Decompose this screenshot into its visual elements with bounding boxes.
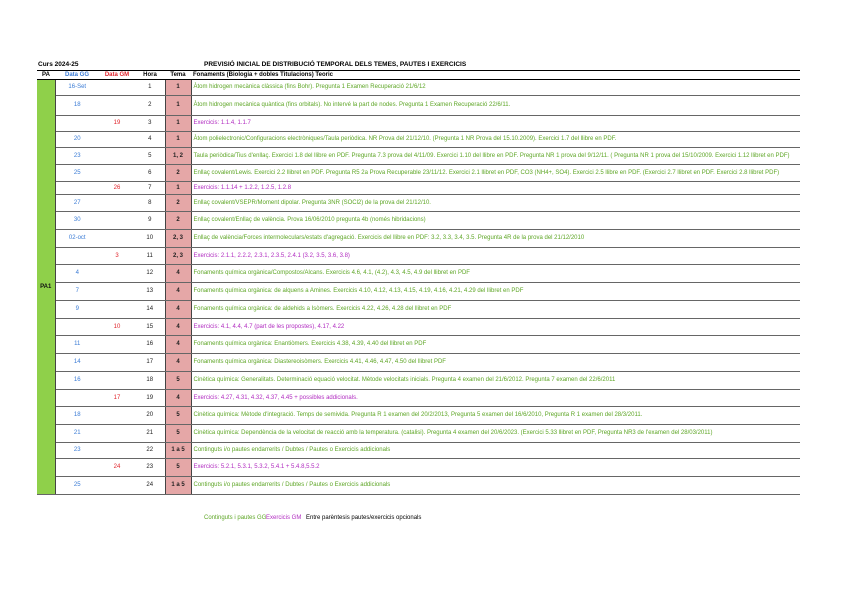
date-gm-cell (99, 425, 135, 443)
tema-cell: 1 (165, 80, 191, 96)
hora-cell: 6 (135, 165, 165, 182)
tema-cell: 4 (165, 301, 191, 319)
date-gm-cell (99, 354, 135, 372)
pa-cell: PA1 (37, 80, 55, 495)
tema-cell: 1, 2 (165, 148, 191, 165)
tema-cell: 4 (165, 390, 191, 407)
tema-cell: 1 (165, 116, 191, 132)
date-gm-cell (99, 195, 135, 212)
theme-cell: Enllaç de valència/Forces intermoleculars/estats d'agregació. Exercicis del llibre en PDF: 3.2, 3.3, 3.4, 3.5. Pregunta 4R de la prova del 21/12/2010 (191, 230, 800, 248)
theme-cell: Exercicis: 2.1.1, 2.2.2, 2.3.1, 2.3.5, 2.4.1 (3.2, 3.5, 3.6, 3.8) (191, 248, 800, 265)
date-gg-cell: 7 (55, 283, 99, 301)
theme-cell: Exercicis: 4.1, 4.4, 4.7 (part de les propostes), 4.17, 4.22 (191, 319, 800, 336)
hora-cell: 7 (135, 182, 165, 195)
hora-cell: 9 (135, 212, 165, 230)
hora-cell: 14 (135, 301, 165, 319)
date-gm-cell (99, 477, 135, 495)
table-row (37, 212, 800, 230)
tema-cell: 5 (165, 407, 191, 425)
tema-cell: 2 (165, 195, 191, 212)
hora-cell: 23 (135, 459, 165, 477)
table-row (37, 230, 800, 248)
date-gm-cell: 17 (99, 390, 135, 407)
hora-cell: 16 (135, 336, 165, 354)
tema-cell: 5 (165, 425, 191, 443)
tema-cell: 2, 3 (165, 248, 191, 265)
date-gg-cell: 18 (55, 407, 99, 425)
date-gm-cell (99, 148, 135, 165)
date-gm-cell: 26 (99, 182, 135, 195)
date-gg-cell: 11 (55, 336, 99, 354)
tema-cell: 2 (165, 212, 191, 230)
table-row (37, 301, 800, 319)
theme-cell: Fonaments química orgànica: de aldehids a Isòmers. Exercicis 4.22, 4.26, 4.28 del llibret en PDF (191, 301, 800, 319)
date-gg-cell (55, 319, 99, 336)
date-gm-cell (99, 230, 135, 248)
theme-cell: Fonaments química orgànica/Compostos/Alcans. Exercicis 4.6, 4.1, (4.2), 4.3, 4.5, 4.9 del llibret en PDF (191, 265, 800, 283)
tema-cell: 4 (165, 354, 191, 372)
col-header-date-gg: Data GG (55, 71, 99, 80)
theme-cell: Àtom hidrogen mecànica clàssica (fins Bohr). Pregunta 1 Examen Recuperació 21/6/12 (191, 80, 800, 96)
hora-cell: 22 (135, 443, 165, 459)
date-gg-cell: 02-oct (55, 230, 99, 248)
theme-cell: Cinètica química: Dependència de la velocitat de reacció amb la temperatura. (catalisi). Pregunta 4 examen del 20/6/2023. (Exercici 5.33 llibret en PDF, Pregunta NR3 de l'examen del 28/03/2011) (191, 425, 800, 443)
theme-cell: Continguts i/o pautes endarrerits / Dubtes / Pautes o Exercicis addicionals (191, 477, 800, 495)
col-header-hora: Hora (135, 71, 165, 80)
hora-cell: 20 (135, 407, 165, 425)
date-gg-cell: 27 (55, 195, 99, 212)
hora-cell: 13 (135, 283, 165, 301)
date-gg-cell: 20 (55, 132, 99, 148)
table-row (37, 336, 800, 354)
table-row (37, 443, 800, 459)
tema-cell: 1 (165, 182, 191, 195)
hora-cell: 1 (135, 80, 165, 96)
col-header-date-gm: Data GM (99, 71, 135, 80)
theme-cell: Fonaments química orgànica: de alquens a Amines. Exercicis 4.10, 4.12, 4.13, 4.15, 4.19, 4.16, 4.21, 4.29 del llibret en PDF (191, 283, 800, 301)
date-gm-cell (99, 212, 135, 230)
date-gm-cell (99, 301, 135, 319)
tema-cell: 2, 3 (165, 230, 191, 248)
date-gm-cell (99, 443, 135, 459)
theme-cell: Enllaç covalent/VSEPR/Moment dipolar. Pregunta 3NR (SOCl2) de la prova del 21/12/10. (191, 195, 800, 212)
date-gg-cell: 18 (55, 96, 99, 116)
table-body (37, 80, 800, 495)
schedule-table (37, 70, 800, 495)
date-gm-cell (99, 165, 135, 182)
tema-cell: 1 a 5 (165, 477, 191, 495)
date-gg-cell: 21 (55, 425, 99, 443)
tema-cell: 4 (165, 336, 191, 354)
table-row (37, 477, 800, 495)
table-row (37, 354, 800, 372)
course-label: Curs 2024-25 (38, 61, 79, 68)
hora-cell: 2 (135, 96, 165, 116)
table-row (37, 165, 800, 182)
date-gg-cell (55, 390, 99, 407)
date-gm-cell (99, 80, 135, 96)
col-header-pa: PA (37, 71, 55, 80)
theme-cell: Enllaç covalent/Enllaç de valència. Prova 16/06/2010 pregunta 4b (només hibridacions) (191, 212, 800, 230)
date-gg-cell: 16-Set (55, 80, 99, 96)
date-gg-cell (55, 116, 99, 132)
tema-cell: 5 (165, 372, 191, 390)
theme-cell: Cinètica química: Mètode d'integració. Temps de semivida. Pregunta R 1 examen del 20/2/2013, Pregunta 5 examen del 16/6/2010, Pregunta R 1 examen del 28/3/2011. (191, 407, 800, 425)
date-gg-cell (55, 248, 99, 265)
table-row (37, 80, 800, 96)
hora-cell: 3 (135, 116, 165, 132)
date-gg-cell: 25 (55, 477, 99, 495)
table-row (37, 319, 800, 336)
tema-cell: 5 (165, 459, 191, 477)
hora-cell: 18 (135, 372, 165, 390)
date-gg-cell: 23 (55, 443, 99, 459)
theme-cell: Continguts i/o pautes endarrerits / Dubtes / Pautes o Exercicis addicionals (191, 443, 800, 459)
table-row (37, 132, 800, 148)
hora-cell: 21 (135, 425, 165, 443)
theme-cell: Àtom polielectronic/Configuracions electròniques/Taula periòdica. NR Prova del 21/12/10. (Pregunta 1 NR Prova del 15.10.2009). Exercici 1.7 del llibre en PDF. (191, 132, 800, 148)
tema-cell: 1 (165, 132, 191, 148)
legend-gm: Exercicis GM (266, 515, 302, 521)
date-gm-cell (99, 265, 135, 283)
date-gm-cell (99, 407, 135, 425)
col-header-theme: Fonaments (Biologia + dobles Titulacions) Teoric (191, 71, 800, 80)
date-gm-cell (99, 372, 135, 390)
tema-cell: 4 (165, 319, 191, 336)
date-gg-cell: 25 (55, 165, 99, 182)
date-gm-cell: 3 (99, 248, 135, 265)
date-gm-cell (99, 336, 135, 354)
date-gg-cell: 9 (55, 301, 99, 319)
date-gm-cell: 10 (99, 319, 135, 336)
theme-cell: Enllaç covalent/Lewis. Exercici 2.2 llibret en PDF. Pregunta R5 2a Prova Recuperable 23/11/12. Exercici 2.1 llibret en PDF, CO3 (NH4+, SO4). Exercici 2.5 llibre en PDF. (Exercici 2.7 llibret en PDF. Exercici 2.8 llibret PDF) (191, 165, 800, 182)
table-row (37, 116, 800, 132)
hora-cell: 15 (135, 319, 165, 336)
theme-cell: Taula periòdica/Tius d'enllaç. Exercici 1.8 del llibre en PDF. Pregunta 7.3 prova del 4/11/09. Exercici 1.10 del llibre en PDF. Pregunta NR 1 prova del 9/12/11. ( Pregunta NR 1 prova del 15/10/2009. Exercici 1.12 llibret en PDF) (191, 148, 800, 165)
theme-cell: Exercicis: 5.2.1, 5.3.1, 5.3.2, 5.4.1 + 5.4.8,5.5.2 (191, 459, 800, 477)
tema-cell: 4 (165, 265, 191, 283)
legend-gg: Continguts i pautes GG (204, 515, 267, 521)
theme-cell: Exercicis: 1.1.4, 1.1.7 (191, 116, 800, 132)
tema-cell: 2 (165, 165, 191, 182)
hora-cell: 12 (135, 265, 165, 283)
theme-cell: Fonaments química orgànica: Enantiòmers. Exercicis 4.38, 4.39, 4.40 del llibret en PDF (191, 336, 800, 354)
date-gg-cell: 14 (55, 354, 99, 372)
table-header (37, 71, 800, 80)
tema-cell: 1 (165, 96, 191, 116)
table-row (37, 248, 800, 265)
hora-cell: 10 (135, 230, 165, 248)
date-gg-cell: 4 (55, 265, 99, 283)
tema-cell: 1 a 5 (165, 443, 191, 459)
date-gg-cell (55, 459, 99, 477)
date-gm-cell: 24 (99, 459, 135, 477)
hora-cell: 17 (135, 354, 165, 372)
hora-cell: 11 (135, 248, 165, 265)
theme-cell: Àtom hidrogen mecànica quàntica (fins orbitals). No intervé la part de nodes. Pregunta 1 Examen Recuperació 22/6/11. (191, 96, 800, 116)
hora-cell: 5 (135, 148, 165, 165)
theme-cell: Cinètica química: Generalitats. Determinació equació velocitat. Mètode velocitats inicials. Pregunta 4 examen del 21/6/2012. Pregunta 7 examen del 22/6/2011 (191, 372, 800, 390)
date-gm-cell: 19 (99, 116, 135, 132)
date-gm-cell (99, 132, 135, 148)
date-gg-cell: 16 (55, 372, 99, 390)
col-header-tema: Tema (165, 71, 191, 80)
table-row (37, 283, 800, 301)
legend-optional: Entre parèntesis pautes/exercicis opcionals (306, 515, 422, 521)
hora-cell: 24 (135, 477, 165, 495)
date-gm-cell (99, 283, 135, 301)
theme-cell: Exercicis: 4.27, 4.31, 4.32, 4.37, 4.45 + possibles addicionals. (191, 390, 800, 407)
table-row (37, 265, 800, 283)
hora-cell: 19 (135, 390, 165, 407)
date-gg-cell: 30 (55, 212, 99, 230)
table-row (37, 407, 800, 425)
document-title: PREVISIÓ INICIAL DE DISTRIBUCIÓ TEMPORAL DELS TEMES, PAUTES I EXERCICIS (204, 61, 467, 68)
date-gm-cell (99, 96, 135, 116)
table-row (37, 195, 800, 212)
table-row (37, 96, 800, 116)
table-row (37, 182, 800, 195)
tema-cell: 4 (165, 283, 191, 301)
theme-cell: Exercicis: 1.1.14 + 1.2.2, 1.2.5, 1.2.8 (191, 182, 800, 195)
table-row (37, 459, 800, 477)
table-row (37, 372, 800, 390)
table-row (37, 148, 800, 165)
table-row (37, 425, 800, 443)
date-gg-cell (55, 182, 99, 195)
hora-cell: 8 (135, 195, 165, 212)
table-row (37, 390, 800, 407)
theme-cell: Fonaments química orgànica: Diastereoisòmers. Exercicis 4.41, 4.46, 4.47, 4.50 del llibret PDF (191, 354, 800, 372)
date-gg-cell: 23 (55, 148, 99, 165)
hora-cell: 4 (135, 132, 165, 148)
